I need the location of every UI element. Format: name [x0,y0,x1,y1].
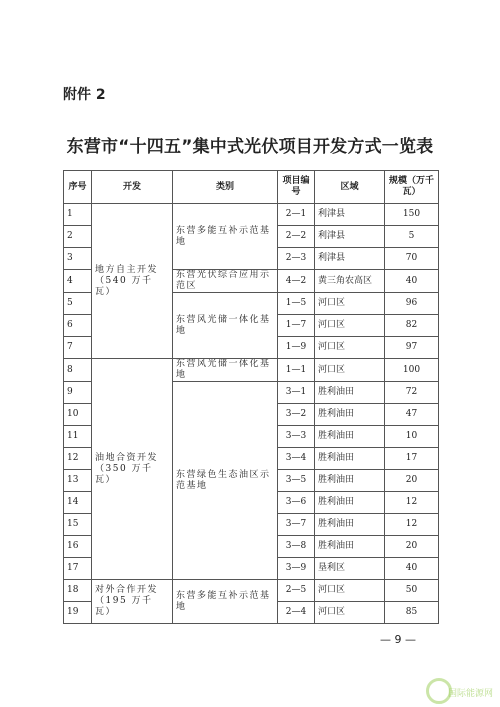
cell-size: 5 [385,226,439,248]
cell-size: 40 [385,558,439,580]
header-development: 开发 [92,171,173,204]
cell-size: 50 [385,580,439,602]
watermark-logo [418,676,500,704]
table-row [64,359,439,382]
cell-development-group: 地方自主开发（540 万千瓦） [92,204,173,359]
cell-development-group: 油地合资开发（350 万千瓦） [92,359,173,580]
cell-project-code: 2—2 [278,226,315,248]
cell-area: 河口区 [315,315,385,337]
header-category: 类别 [173,171,278,204]
cell-area: 胜利油田 [315,382,385,404]
cell-seq: 10 [64,404,92,426]
cell-seq: 2 [64,226,92,248]
header-size: 规模（万千瓦） [385,171,439,204]
cell-seq: 17 [64,558,92,580]
cell-size: 12 [385,492,439,514]
cell-project-code: 3—5 [278,470,315,492]
cell-project-code: 1—1 [278,359,315,382]
cell-seq: 9 [64,382,92,404]
cell-project-code: 2—5 [278,580,315,602]
cell-size: 72 [385,382,439,404]
cell-category: 东营光伏综合应用示范区 [173,270,278,293]
cell-category: 东营多能互补示范基地 [173,204,278,270]
cell-area: 河口区 [315,602,385,624]
cell-project-code: 1—9 [278,337,315,359]
cell-project-code: 3—8 [278,536,315,558]
cell-project-code: 1—7 [278,315,315,337]
cell-area: 胜利油田 [315,404,385,426]
cell-project-code: 2—3 [278,248,315,270]
cell-project-code: 3—2 [278,404,315,426]
cell-seq: 14 [64,492,92,514]
cell-area: 胜利油田 [315,426,385,448]
cell-project-code: 2—1 [278,204,315,226]
cell-size: 97 [385,337,439,359]
cell-seq: 18 [64,580,92,602]
cell-size: 150 [385,204,439,226]
cell-project-code: 3—1 [278,382,315,404]
cell-category: 东营绿色生态油区示范基地 [173,382,278,580]
header-seq: 序号 [64,171,92,204]
cell-size: 70 [385,248,439,270]
cell-size: 20 [385,536,439,558]
page-number: — 9 — [380,633,416,646]
cell-size: 40 [385,270,439,293]
cell-size: 12 [385,514,439,536]
cell-area: 利津县 [315,226,385,248]
header-area: 区域 [315,171,385,204]
cell-seq: 16 [64,536,92,558]
cell-area: 河口区 [315,580,385,602]
cell-project-code: 1—5 [278,293,315,315]
cell-area: 胜利油田 [315,536,385,558]
cell-seq: 6 [64,315,92,337]
cell-category: 东营风光储一体化基地 [173,293,278,359]
cell-project-code: 4—2 [278,270,315,293]
cell-area: 垦利区 [315,558,385,580]
cell-area: 黄三角农高区 [315,270,385,293]
cell-size: 85 [385,602,439,624]
cell-seq: 12 [64,448,92,470]
attachment-label: 附件 2 [63,87,106,103]
cell-project-code: 3—3 [278,426,315,448]
project-table [63,170,439,624]
cell-area: 胜利油田 [315,514,385,536]
cell-development-group: 对外合作开发（195 万千瓦） [92,580,173,624]
cell-area: 河口区 [315,359,385,382]
watermark-brand: 国际能源网 [448,689,494,699]
cell-size: 100 [385,359,439,382]
cell-seq: 5 [64,293,92,315]
cell-seq: 3 [64,248,92,270]
cell-project-code: 2—4 [278,602,315,624]
page-title: 东营市“十四五”集中式光伏项目开发方式一览表 [66,137,434,157]
cell-size: 17 [385,448,439,470]
cell-size: 10 [385,426,439,448]
cell-seq: 15 [64,514,92,536]
cell-area: 河口区 [315,337,385,359]
cell-size: 20 [385,470,439,492]
cell-seq: 19 [64,602,92,624]
cell-seq: 11 [64,426,92,448]
table-row [64,580,439,602]
cell-area: 利津县 [315,248,385,270]
cell-seq: 4 [64,270,92,293]
cell-size: 96 [385,293,439,315]
cell-seq: 8 [64,359,92,382]
cell-area: 河口区 [315,293,385,315]
cell-size: 82 [385,315,439,337]
header-project-code: 项目编号 [278,171,315,204]
cell-project-code: 3—9 [278,558,315,580]
cell-category: 东营多能互补示范基地 [173,580,278,624]
cell-seq: 1 [64,204,92,226]
table-header-row [64,171,439,204]
cell-category: 东营风光储一体化基地 [173,359,278,382]
cell-size: 47 [385,404,439,426]
cell-area: 利津县 [315,204,385,226]
cell-project-code: 3—6 [278,492,315,514]
cell-area: 胜利油田 [315,492,385,514]
cell-area: 胜利油田 [315,448,385,470]
cell-seq: 13 [64,470,92,492]
cell-project-code: 3—4 [278,448,315,470]
cell-seq: 7 [64,337,92,359]
table-row [64,204,439,226]
cell-area: 胜利油田 [315,470,385,492]
cell-project-code: 3—7 [278,514,315,536]
